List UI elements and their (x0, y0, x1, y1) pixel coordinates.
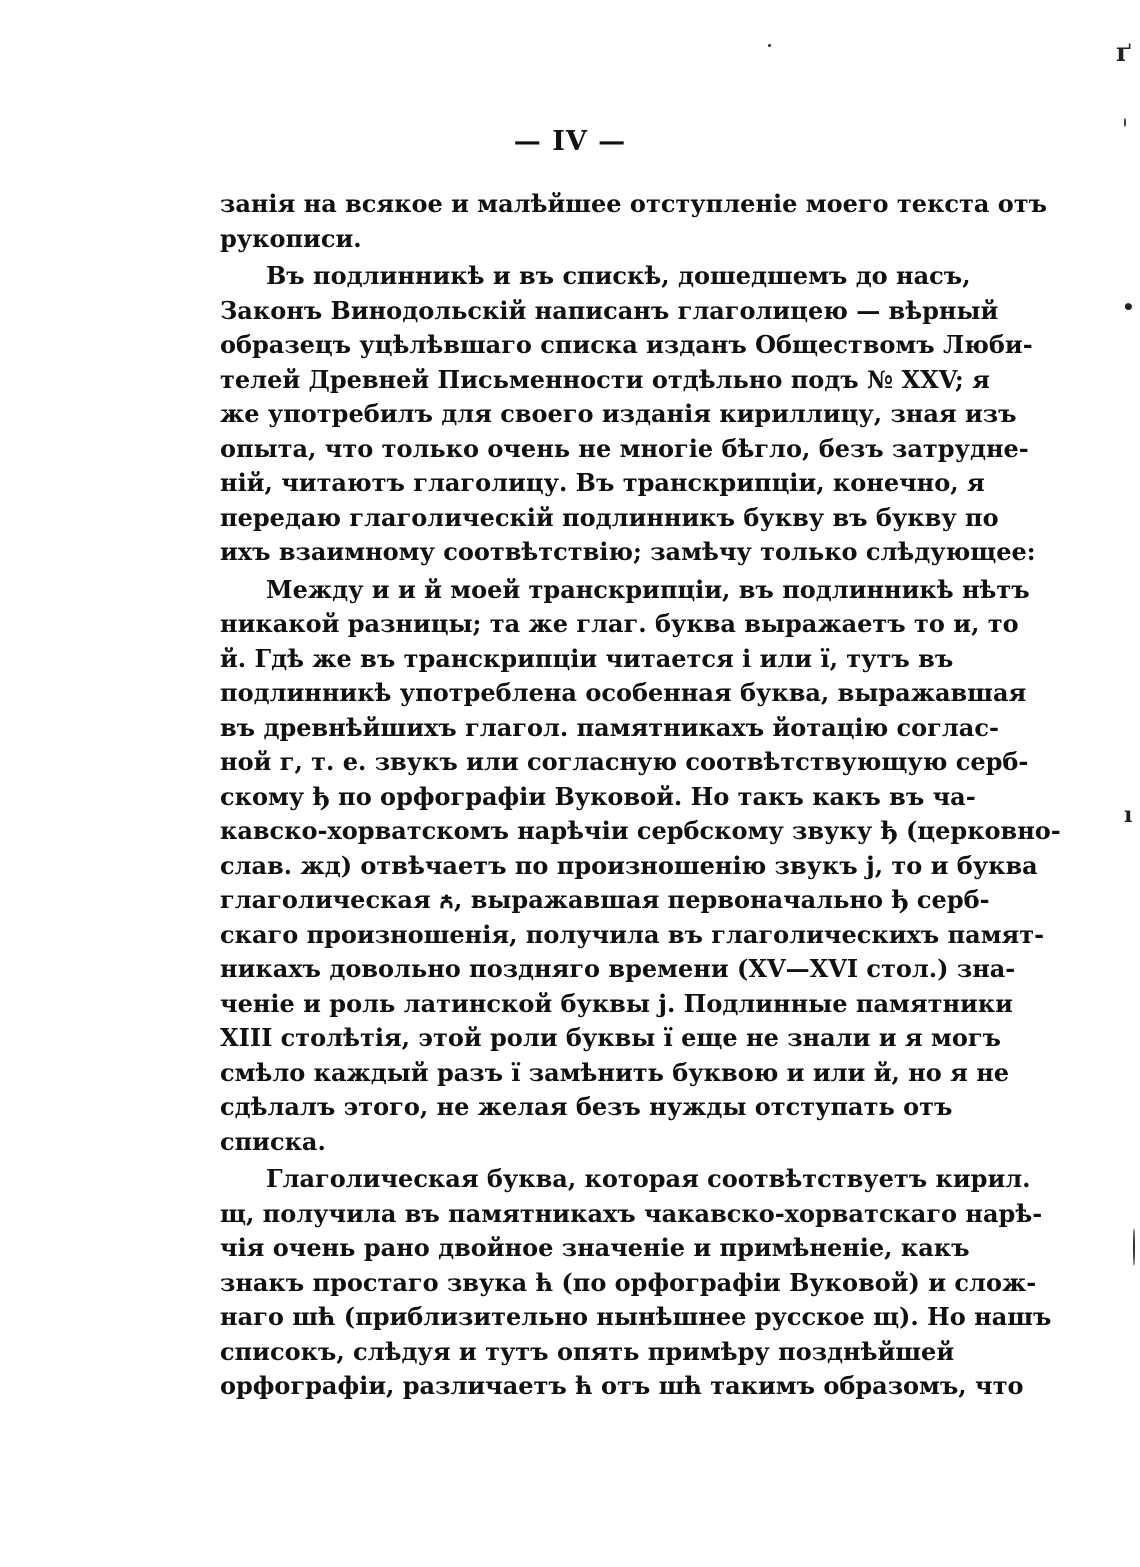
text-line: подлинникѣ употреблена особенная буква, выражавшая (220, 678, 1027, 707)
text-line: чія очень рано двойное значеніе и примѣненіе, какъ (220, 1233, 970, 1262)
text-line: Между и и й моей транскрипціи, въ подлинникѣ нѣтъ (266, 574, 1030, 604)
text-line: образецъ уцѣлѣвшаго списка изданъ Обществомъ Люби- (220, 330, 1033, 359)
text-line: слав. жд) отвѣчаетъ по произношенію звукъ j, то и буква (220, 850, 1038, 880)
margin-mark: ґ (1116, 38, 1133, 68)
text-line: кавско-хорватскомъ нарѣчіи сербскому звуку ђ (церковно- (220, 816, 1061, 845)
text-line: списка. (220, 1126, 326, 1156)
text-line: XIII столѣтія, этой роли буквы ї еще не знали и я могъ (220, 1023, 1001, 1052)
text-line: Въ подлинникѣ и въ спискѣ, дошедшемъ до насъ, (266, 261, 971, 290)
text-line: въ древнѣйшихъ глагол. памятникахъ йотацію соглас- (220, 712, 999, 742)
text-line: орфографіи, различаетъ ћ отъ шћ такимъ образомъ, что (220, 1371, 1024, 1400)
text-line: ченіе и роль латинской буквы j. Подлинные памятники (220, 988, 1013, 1018)
text-line: Законъ Винодольскій написанъ глаголицею — вѣрный (220, 295, 999, 325)
text-line: ной г, т. е. звукъ или согласную соотвѣтствующую серб- (220, 747, 1029, 776)
text-line: наго шћ (приблизительно нынѣшнее русское щ). Но нашъ (220, 1302, 1052, 1331)
text-line: ихъ взаимному соотвѣтствію; замѣчу только слѣдующее: (220, 537, 1036, 566)
scan-speck (1133, 1228, 1135, 1266)
text-line: опыта, что только очень не многіе бѣгло, безъ затрудне- (220, 433, 1029, 463)
margin-mark: ı (1124, 802, 1133, 828)
text-line: щ, получила въ памятникахъ чакавско-хорватскаго нарѣ- (220, 1198, 1043, 1228)
scan-speck (768, 44, 771, 47)
text-line: занія на всякое и малѣйшее отступленіе моего текста отъ (220, 189, 1048, 218)
text-line: ній, читаютъ глаголицу. Въ транскрипціи, конечно, я (220, 468, 985, 497)
text-line: сдѣлалъ этого, не желая безъ нужды отступать отъ (220, 1092, 953, 1121)
text-line: передаю глаголическій подлинникъ букву въ букву по (220, 502, 999, 532)
scan-speck (1124, 118, 1126, 127)
text-line: никакой разницы; та же глаг. буква выражаетъ то и, то (220, 609, 1019, 638)
text-line: смѣло каждый разъ ї замѣнить буквою и или й, но я не (220, 1057, 1010, 1087)
text-line: знакъ простаго звука ћ (по орфографіи Вуковой) и слож- (220, 1267, 1037, 1297)
text-line: же употребилъ для своего изданія кириллицу, зная изъ (220, 399, 1017, 428)
text-line: скому ђ по орфографіи Вуковой. Но такъ какъ въ ча- (220, 781, 976, 811)
text-line: й. Гдѣ же въ транскрипціи читается і или ї, тутъ въ (220, 643, 954, 673)
text-body (220, 187, 1061, 1404)
text-line: телей Древней Письменности отдѣльно подъ № XXV; я (220, 364, 990, 394)
text-line: списокъ, слѣдуя и тутъ опять примѣру позднѣйшей (220, 1336, 955, 1366)
page-number: — IV — (513, 126, 627, 157)
margin-mark: • (1122, 295, 1135, 319)
text-line: скаго произношенія, получила въ глаголическихъ памят- (220, 919, 1045, 949)
text-line: Глаголическая буква, которая соотвѣтствуетъ кирил. (266, 1164, 1031, 1193)
text-line: глаголическая ꙉ, выражавшая первоначально ђ серб- (220, 885, 990, 914)
text-line: никахъ довольно поздняго времени (XV—XVI стол.) зна- (220, 954, 1016, 983)
text-line: рукописи. (220, 223, 362, 253)
